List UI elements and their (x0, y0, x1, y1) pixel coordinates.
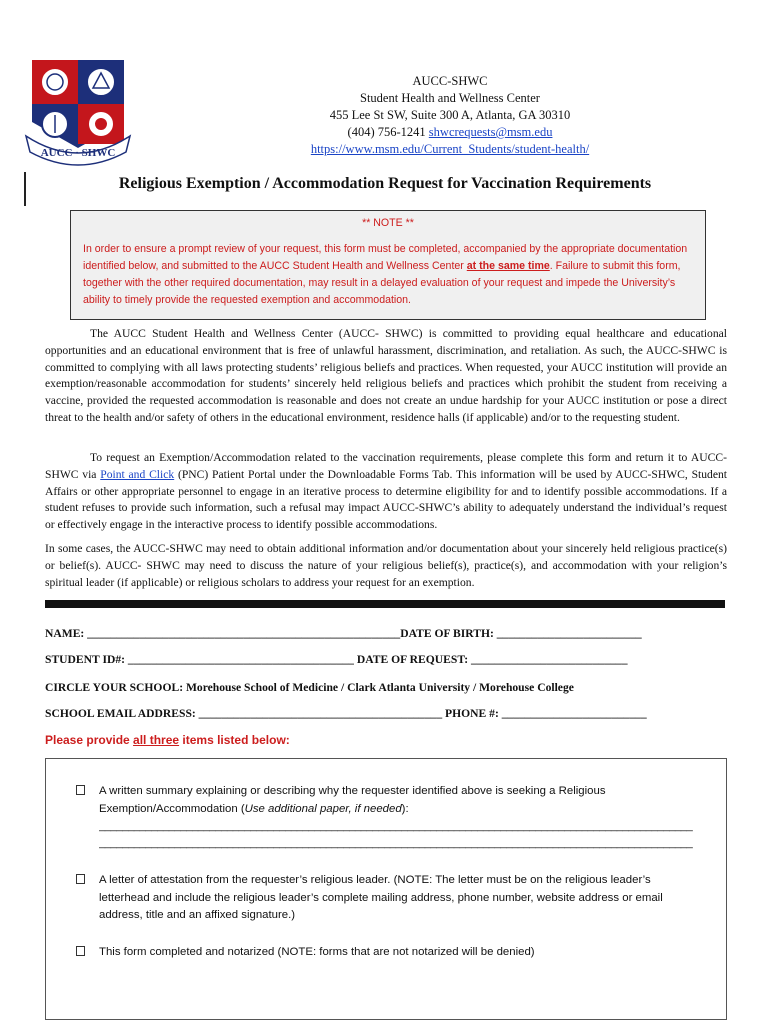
svg-text:AUCC · SHWC: AUCC · SHWC (40, 147, 116, 159)
letterhead (200, 73, 700, 158)
center-name: Student Health and Wellness Center (360, 91, 540, 105)
summary-blank-line[interactable]: ______________________________________________________________________________________________________ (99, 820, 693, 832)
note-box (70, 210, 706, 320)
policy-paragraph: The AUCC Student Health and Wellness Center (AUCC- SHWC) is committed to providing equal healthcare and educational opportunities and an educational environment that is free of unlawful harassment, discrimination, and retaliation. As such, the AUCC-SHWC is committed to complying with all laws protecting students’ religious beliefs and practices. When requested, your AUCC institution will provide an exemption/reasonable accommodation for students’ sincerely held religious beliefs and practices which prohibit the student from receiving a vaccine, provided the requested accommodation is reasonable and does not create an undue hardship for your AUCC institution or pose a direct threat to the health and/or safety of others in the educational environment, residence halls (if applicable) and/or to the requesting student. (45, 327, 727, 424)
checkbox[interactable] (76, 946, 85, 956)
checkbox[interactable] (76, 874, 85, 884)
requirement-item-letter: A letter of attestation from the requester’s religious leader. (NOTE: The letter must be on the religious leader’s letterhead and include the religious leader’s complete mailing address, phone number, website address or email address, title and an affixed signature.) (76, 872, 676, 925)
text-cursor (24, 172, 26, 206)
aucc-shwc-logo (22, 52, 134, 170)
additional-info-paragraph: In some cases, the AUCC-SHWC may need to obtain additional information and/or documentation about your sincerely held religious practice(s) or belief(s). AUCC- SHWC may need to discuss the nature of your religious belief(s), practice(s), and accommodation with your religion’s spiritual leader (if applicable) or religious scholars to address your request for an exemption. (45, 542, 727, 589)
note-emphasis: at the same time (466, 260, 550, 272)
phone: (404) 756-1241 (347, 125, 426, 139)
requirements-box (45, 758, 727, 1020)
email-phone-field[interactable]: SCHOOL EMAIL ADDRESS: __________________________________________ PHONE #: _________________________ (45, 707, 647, 720)
note-heading: ** NOTE ** (362, 217, 414, 229)
checkbox[interactable] (76, 785, 85, 795)
name-dob-field[interactable]: NAME: ______________________________________________________DATE OF BIRTH: _________________________ (45, 627, 642, 640)
section-divider (45, 600, 725, 608)
request-paragraph: To request an Exemption/Accommodation related to the vaccination requirements, please complete this form and return it to AUCC-SHWC via Point and Click (PNC) Patient Portal under the Downloadable Forms Tab. This information will be used by AUCC-SHWC, Student Affairs or other appropriate personnel to engage in an iterative process to determine eligibility for and to identify possible accommodations. If a student refuses to provide such information, such a refusal may impact AUCC-SHWC’s ability to adequately understand the individual’s request or effectively engage in the interactive process to identify possible accommodations. (45, 451, 727, 532)
summary-blank-line[interactable]: ______________________________________________________________________________________________________ (99, 837, 693, 849)
school-selection[interactable]: CIRCLE YOUR SCHOOL: Morehouse School of Medicine / Clark Atlanta University / Morehouse College (45, 681, 574, 694)
page-title: Religious Exemption / Accommodation Request for Vaccination Requirements (118, 175, 652, 192)
point-and-click-link[interactable]: Point and Click (100, 467, 175, 481)
website-link[interactable]: https://www.msm.edu/Current_Students/student-health/ (310, 142, 590, 156)
note-body: In order to ensure a prompt review of your request, this form must be completed, accompanied by the appropriate documentation identified below, and submitted to the AUCC Student Health and Wellness Center at the same time. Failure to submit this form, together with the other required documentation, may result in a delayed evaluation of your request and impede the University’s ability to timely provide the requested exemption and accommodation. (83, 243, 688, 306)
email-link[interactable]: shwcrequests@msm.edu (428, 125, 553, 139)
student-id-date-field[interactable]: STUDENT ID#: _______________________________________ DATE OF REQUEST: ___________________________ (45, 653, 628, 666)
requirement-item-notarized: This form completed and notarized (NOTE: forms that are not notarized will be denied) (76, 944, 676, 962)
requirement-item-summary: A written summary explaining or describing why the requester identified above is seeking a Religious Exemption/Accommodation (Use additional paper, if needed): ______________________________________________________________________________________________________ ______________________________________________________________________________________________________ (76, 783, 676, 852)
org-name: AUCC-SHWC (412, 74, 488, 88)
instruction-text: Please provide all three items listed below: (45, 733, 290, 747)
address: 455 Lee St SW, Suite 300 A, Atlanta, GA 30310 (329, 108, 571, 122)
